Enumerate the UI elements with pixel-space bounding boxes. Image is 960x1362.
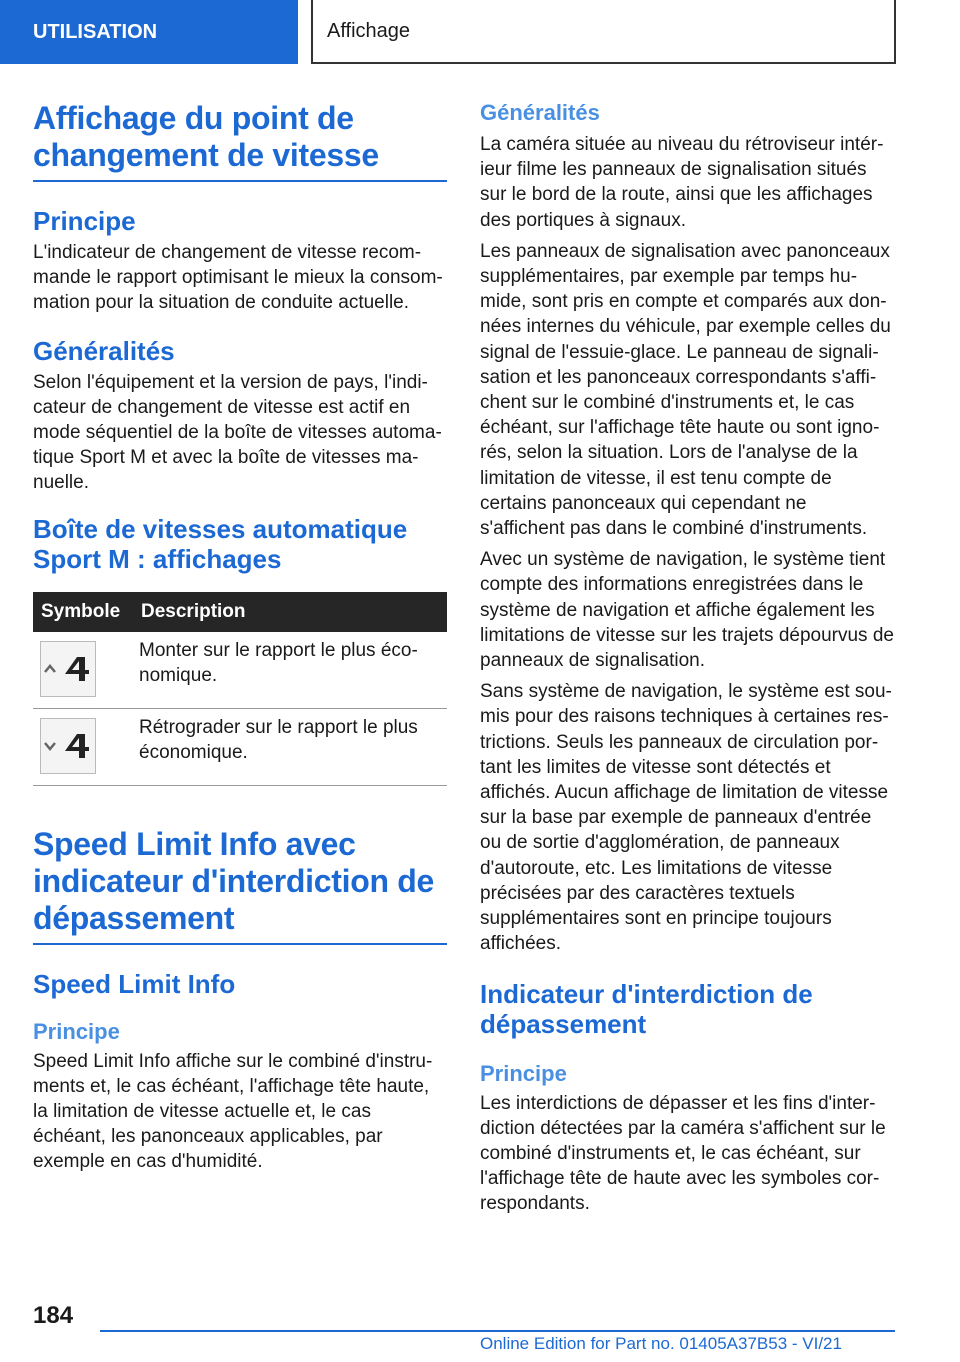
heading-sli-principe: Principe xyxy=(33,1018,120,1044)
section-label: UTILISATION xyxy=(33,20,158,43)
paragraph-sli-principe: Speed Limit Info affiche sur le combiné d'instruments et, le cas échéant, l'affichage tête haute, la limitation de vitesse actuelle et, le cas échéant, les panonceaux applicables, par exemple en cas d'humidité. xyxy=(33,1050,433,1173)
paragraph-with-navigation: Avec un système de navigation, le système tient compte des informations enregistrées dans le système de navigation et affiche également les limitations de vitesse sur les trajets dépourvus de panneaux de signalisation. xyxy=(480,549,894,672)
footer-divider xyxy=(100,1330,895,1332)
paragraph-camera: La caméra située au niveau du rétroviseur intérieur filme les panneaux de signalisation situés sur le bord de la route, ainsi que les affichages des portiques à signaux. xyxy=(480,134,884,231)
right-column xyxy=(480,100,896,1217)
table-row xyxy=(33,708,447,785)
paragraph-signs: Les panneaux de signalisation avec panonceaux supplémentaires, par exemple par temps humide, sont pris en compte et comparés aux données internes du véhicule, par exemple celles du signal de l'essuie-glace. Le panneau de signalisation et les panonceaux correspondants s'affichent sur le combiné d'instruments et, le cas échéant, sur l'affichage tête haute ou sont ignorés, selon la situation. Lors de l'analyse de la limitation de vitesse, il est tenu compte de certains panonceaux qui cependant ne s'affichent pas dans le combiné d'instruments. xyxy=(480,240,891,540)
left-column xyxy=(33,100,447,1175)
downshift-4-icon xyxy=(40,718,96,774)
section-tab xyxy=(0,0,298,64)
heading-no-overtaking-indicator: Indicateur d'interdiction de dépassement xyxy=(480,978,813,1039)
heading-speed-limit-info: Speed Limit Info xyxy=(33,968,236,999)
heading-generalites: Généralités xyxy=(33,335,175,366)
upshift-4-icon xyxy=(40,641,96,697)
symbol-table xyxy=(33,592,447,786)
table-header-description: Description xyxy=(133,592,447,632)
table-row xyxy=(33,632,447,709)
row-description: Rétrograder sur le rapport le plus économique. xyxy=(133,708,447,785)
edition-text: Online Edition for Part no. 01405A37B53 - VI/21 xyxy=(480,1334,842,1353)
row-description: Monter sur le rapport le plus économique. xyxy=(133,632,447,709)
subsection-label: Affichage xyxy=(327,19,411,42)
paragraph-without-navigation: Sans système de navigation, le système est soumis pour des raisons techniques à certaines restrictions. Seuls les panneaux de circulation portant les limites de vitesse sont détectés et affichés. Aucun affichage de limitation de vitesse sur la base par exemple de panneaux d'entrée ou de sortie d'agglomération, de panneaux d'autoroute, etc. Les limitations de vitesse précisées par des caractères textuels supplémentaires sont en principe toujours affichées. xyxy=(480,681,892,955)
heading-principe: Principe xyxy=(33,206,136,236)
subsection-tab xyxy=(311,0,896,64)
title-speed-limit-info: Speed Limit Info avec indicateur d'interdiction de dépassement xyxy=(33,826,447,945)
table-header-symbol: Symbole xyxy=(33,592,133,632)
paragraph-principe-right: Les interdictions de dépasser et les fins d'interdiction détectées par la caméra s'affichent sur le combiné d'instruments et, le cas échéant, sur l'affichage tête de haute avec les symboles correspondants. xyxy=(480,1092,886,1215)
heading-sport-m-displays: Boîte de vitesses automatique Sport M : affichages xyxy=(33,513,408,574)
heading-generalites-right: Généralités xyxy=(480,100,600,125)
page-number: 184 xyxy=(33,1302,74,1329)
title-gear-shift-indicator: Affichage du point de changement de vitesse xyxy=(33,100,447,182)
paragraph-principe: L'indicateur de changement de vitesse recommande le rapport optimisant le mieux la consommation pour la situation de conduite actuelle. xyxy=(33,242,443,314)
paragraph-generalites: Selon l'équipement et la version de pays, l'indicateur de changement de vitesse est actif en mode séquentiel de la boîte de vitesses automatique Sport M et avec la boîte de vitesses manuelle. xyxy=(33,371,442,494)
heading-principe-right: Principe xyxy=(480,1060,567,1086)
